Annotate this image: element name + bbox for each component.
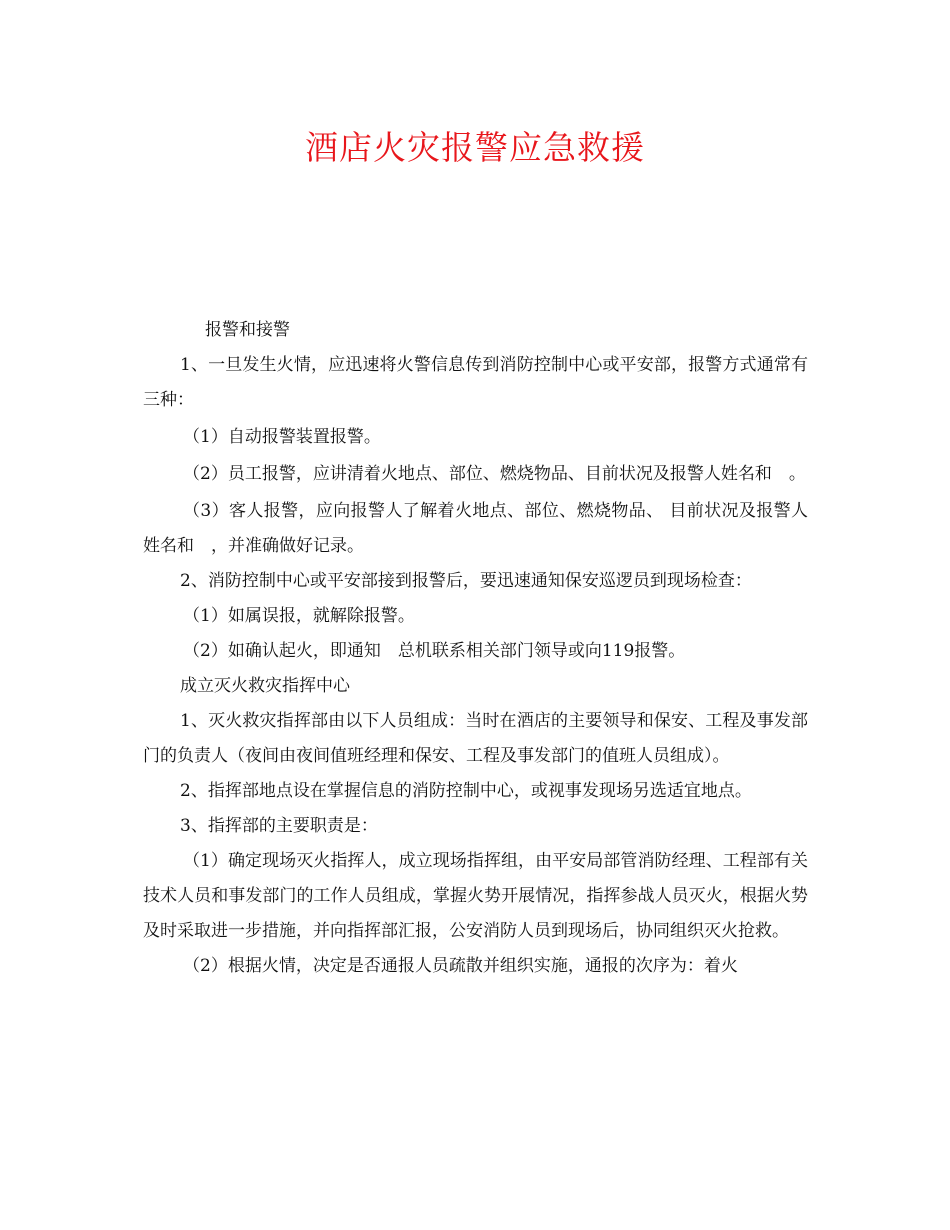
paragraph: （1）如属误报，就解除报警。 (183, 606, 415, 626)
paragraph: （2）员工报警，应讲清着火地点、部位、燃烧物品、目前状况及报警人姓名和 。 (183, 464, 806, 484)
paragraph: 3、指挥部的主要职责是： (180, 816, 378, 836)
paragraph: （2）根据火情，决定是否通报人员疏散并组织实施，通报的次序为：着火 (183, 956, 738, 976)
document-body (143, 313, 808, 984)
paragraph: （2）如确认起火，即通知 总机联系相关部门领导或向119报警。 (183, 641, 686, 661)
paragraph: 2、消防控制中心或平安部接到报警后，要迅速通知保安巡逻员到现场检查： (180, 571, 752, 591)
section-heading: 报警和接警 (205, 320, 290, 340)
paragraph: 2、指挥部地点设在掌握信息的消防控制中心，或视事发现场另选适宜地点。 (180, 781, 752, 801)
paragraph: （3）客人报警，应向报警人了解着火地点、部位、燃烧物品、 目前状况及报警人姓名和 ，并准确做好记录。 (143, 501, 808, 556)
paragraph: （1）自动报警装置报警。 (183, 427, 381, 447)
document-title: 酒店火灾报警应急救援 (305, 128, 645, 167)
section-heading: 成立灭火救灾指挥中心 (180, 676, 350, 696)
paragraph: 1、一旦发生火情，应迅速将火警信息传到消防控制中心或平安部，报警方式通常有三种： (143, 355, 808, 410)
paragraph: 1、灭火救灾指挥部由以下人员组成：当时在酒店的主要领导和保安、工程及事发部门的负责人（夜间由夜间值班经理和保安、工程及事发部门的值班人员组成）。 (143, 711, 808, 766)
paragraph: （1）确定现场灭火指挥人，成立现场指挥组，由平安局部管消防经理、工程部有关技术人员和事发部门的工作人员组成，掌握火势开展情况，指挥参战人员灭火，根据火势及时采取进一步措施，并向指挥部汇报，公安消防人员到现场后，协同组织灭火抢救。 (143, 851, 808, 941)
